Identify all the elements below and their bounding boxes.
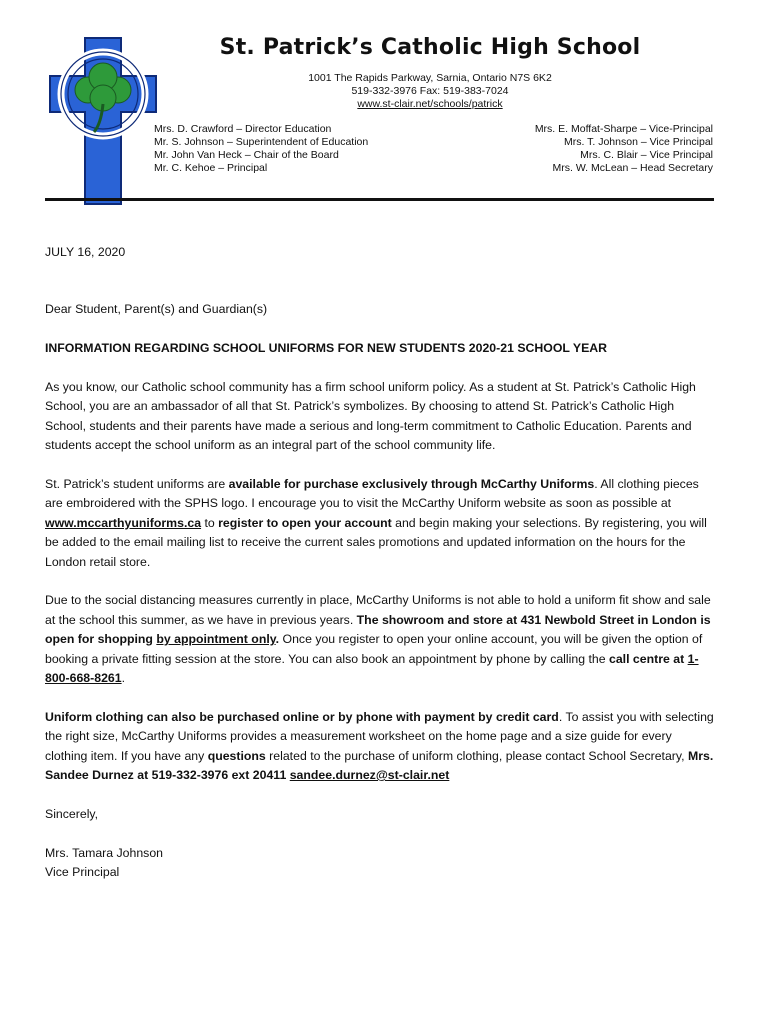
staff-line: Mrs. W. McLean – Head Secretary [552, 162, 713, 174]
staff-line: Mrs. E. Moffat-Sharpe – Vice-Principal [534, 123, 713, 135]
header-divider [45, 198, 714, 201]
subject-text: INFORMATION REGARDING SCHOOL UNIFORMS FOR NEW STUDENTS 2020-21 SCHOOL YEAR [45, 341, 608, 356]
staff-line: Mrs. T. Johnson – Vice Principal [563, 136, 713, 148]
text-span: by appointment only [156, 632, 276, 647]
text-span: register to open your account [218, 515, 392, 530]
mccarthy-website-link[interactable]: www.mccarthyuniforms.ca [45, 515, 202, 530]
subject-line [45, 339, 715, 358]
signer-name: Mrs. Tamara Johnson [45, 845, 164, 860]
text-span: and begin making your selections. By registering, you will be added to the email mailing list to receive the current sales promotions and updated information on the hours for the London retail store. [45, 515, 707, 569]
staff-line: Mr. S. Johnson – Superintendent of Education [154, 136, 369, 148]
letter-date: JULY 16, 2020 [45, 245, 126, 259]
letter-body [45, 243, 715, 882]
staff-list-left [154, 123, 368, 175]
paragraph-appointment [45, 591, 715, 688]
school-website-link[interactable]: www.st-clair.net/schools/patrick [357, 98, 503, 110]
salutation: Dear Student, Parent(s) and Guardian(s) [45, 302, 268, 317]
call-centre-phone-link[interactable]: 1-800-668-8261 [45, 651, 699, 686]
paragraph-purchase [45, 475, 715, 572]
staff-list-right [535, 123, 713, 175]
closing: Sincerely, [45, 806, 99, 821]
text-span: . [121, 671, 126, 686]
text-span: related to the purchase of uniform clothing, please contact School Secretary, [265, 748, 688, 763]
text-span: St. Patrick’s student uniforms are [45, 477, 229, 492]
staff-line: Mrs. D. Crawford – Director Education [154, 123, 332, 135]
text-span: questions [207, 748, 266, 763]
text-span: Due to the social distancing measures currently in place, McCarthy Uniforms is not able to hold a uniform fit show and sale at the school this summer, as we have in previous years. [45, 593, 711, 627]
text-span: to [201, 515, 219, 530]
text-span: available for purchase exclusively through McCarthy Uniforms [228, 477, 595, 492]
paragraph-policy: As you know, our Catholic school community has a firm school uniform policy. As a student at St. Patrick’s Catholic High School, you are an ambassador of all that St. Patrick’s symbolizes. By choosing to attend St. Patrick’s Catholic High School, students and their parents have made a serious and long-term commitment to Catholic Education. Parents and students accept the school uniform as an integral part of the school community life. [45, 380, 696, 453]
text-span: . All clothing pieces are embroidered with the SPHS logo. I encourage you to visit the McCarthy Uniform website as soon as possible at [45, 477, 699, 511]
staff-line: Mrs. C. Blair – Vice Principal [580, 149, 713, 161]
paragraph-online-purchase [45, 708, 715, 786]
secretary-email-link[interactable]: sandee.durnez@st-clair.net [289, 768, 450, 783]
school-name: St. Patrick’s Catholic High School [219, 35, 641, 60]
staff-line: Mr. C. Kehoe – Principal [154, 162, 268, 174]
school-address: 1001 The Rapids Parkway, Sarnia, Ontario N7S 6K2 [308, 72, 552, 84]
signer-title: Vice Principal [45, 865, 120, 880]
text-span: . To assist you with selecting the right size, McCarthy Uniforms provides a measurement worksheet on the home page and a size guide for every clothing item. If you have any [45, 709, 714, 763]
text-span: . [275, 632, 280, 647]
staff-line: Mr. John Van Heck – Chair of the Board [154, 149, 339, 161]
text-span: Once you register to open your online account, you will be given the option of booking a private fitting session at the store. You can also book an appointment by phone by calling the [45, 632, 703, 666]
school-phone-fax: 519-332-3976 Fax: 519-383-7024 [351, 85, 509, 97]
text-span: call centre at [609, 651, 688, 666]
text-span: Mrs. Sandee Durnez at 519-332-3976 ext 20411 [45, 748, 714, 783]
text-span: Uniform clothing can also be purchased online or by phone with payment by credit card [45, 709, 559, 724]
text-span: The showroom and store at 431 Newbold Street in London is open for shopping [45, 612, 711, 647]
